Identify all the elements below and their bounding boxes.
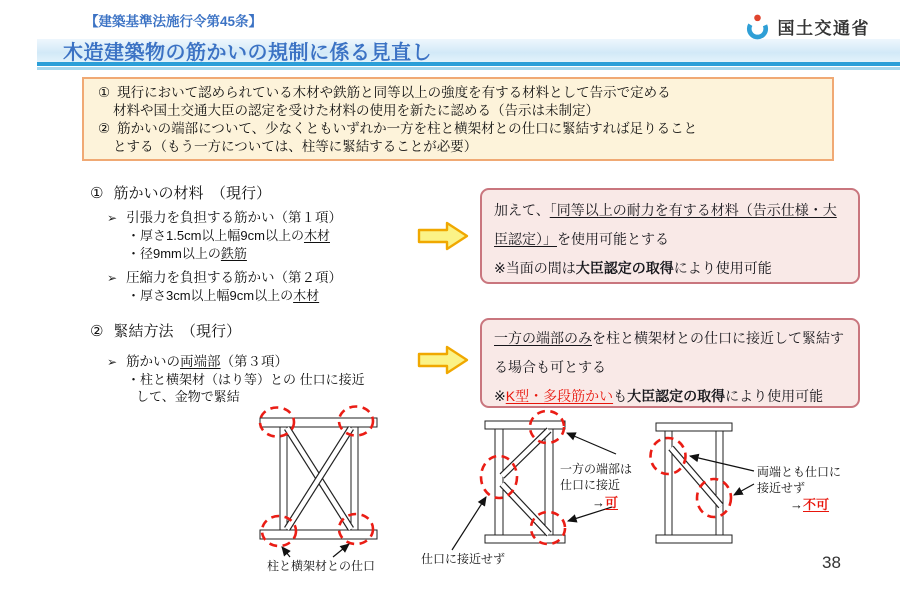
section2-bullet1-line1: ・柱と横架材（はり等）との 仕口に接近 xyxy=(127,372,365,387)
kicker: 【建築基準法施行令第45条】 xyxy=(85,14,263,29)
summary-item-2-number: ② xyxy=(98,121,111,136)
page-title: 木造建築物の筋かいの規制に係る見直し xyxy=(63,42,432,64)
section1-bullet2-line1: ・厚さ3cm以上幅9cm以上の木材 xyxy=(127,288,320,303)
mlit-logo-icon xyxy=(744,13,771,40)
callout-fastening-main: 一方の端部のみを柱と横架材との仕口に接近して緊結する場合も可とする xyxy=(494,330,844,375)
summary-item-1 xyxy=(98,84,818,120)
callout-materials-note: ※当面の間は大臣認定の取得により使用可能 xyxy=(494,260,772,276)
section2-bullet1: ➢ 筋かいの両端部（第３項） xyxy=(107,354,289,369)
callout-fastening xyxy=(480,318,860,408)
section2-heading: ② 緊結方法 （現行） xyxy=(90,323,241,340)
brace-diagrams xyxy=(0,400,900,600)
arrowhead-bullet-icon: ➢ xyxy=(107,211,118,225)
diagram-offset-brace-ng xyxy=(651,423,755,543)
diagram-x-brace xyxy=(260,407,377,558)
page-number: 38 xyxy=(822,553,841,572)
summary-item-2 xyxy=(98,120,818,156)
arrowhead-bullet-icon: ➢ xyxy=(107,355,118,369)
section2-bullet1-line2: して、金物で緊結 xyxy=(136,389,240,404)
yellow-arrow-icon xyxy=(417,345,469,375)
summary-box xyxy=(82,77,834,161)
pointer-arrows xyxy=(282,544,349,557)
label-ng: →不可 xyxy=(790,497,830,512)
summary-item-2-text: 筋かいの端部について、少なくともいずれか一方を柱と横架材との仕口に緊結すれば足りること xyxy=(117,121,698,136)
callout-materials xyxy=(480,188,860,284)
callout-fastening-note: ※K型・多段筋かいも大臣認定の取得により使用可能 xyxy=(494,388,824,404)
callout-materials-main: 加えて、「同等以上の耐力を有する材料（告示仕様・大臣認定）」を使用可能とする xyxy=(494,202,837,247)
section1-bullet1-line1: ・厚さ1.5cm以上幅9cm以上の木材 xyxy=(127,228,330,243)
summary-item-2-text-cont: とする（もう一方については、柱等に緊結することが必要） xyxy=(113,139,478,154)
agency-logo xyxy=(744,13,871,40)
title-bar-line-light xyxy=(37,67,900,70)
yellow-arrow-icon xyxy=(417,221,469,251)
label-both-ends: 両端とも仕口に 接近せず xyxy=(757,465,842,495)
summary-item-1-text-cont: 材料や国土交通大臣の認定を受けた材料の使用を新たに認める（告示は未制定） xyxy=(113,103,599,118)
section1-bullet2: ➢ 圧縮力を負担する筋かい（第２項） xyxy=(107,270,343,285)
label-joint: 柱と横架材との仕口 xyxy=(267,559,376,573)
label-one-end: 一方の端部は 仕口に接近 xyxy=(560,462,633,492)
section1-bullet1-line2: ・径9mm以上の鉄筋 xyxy=(127,246,247,261)
section1-heading: ① 筋かいの材料 （現行） xyxy=(90,185,271,202)
arrowhead-bullet-icon: ➢ xyxy=(107,271,118,285)
section1-bullet1: ➢ 引張力を負担する筋かい（第１項） xyxy=(107,210,343,225)
agency-name: 国土交通省 xyxy=(777,19,870,38)
label-not-near-joint: 仕口に接近せず xyxy=(421,552,506,566)
summary-item-1-text: 現行において認められている木材や鉄筋と同等以上の強度を有する材料として告示で定める xyxy=(117,85,671,100)
label-ok: →可 xyxy=(592,495,619,510)
summary-item-1-number: ① xyxy=(98,85,111,100)
